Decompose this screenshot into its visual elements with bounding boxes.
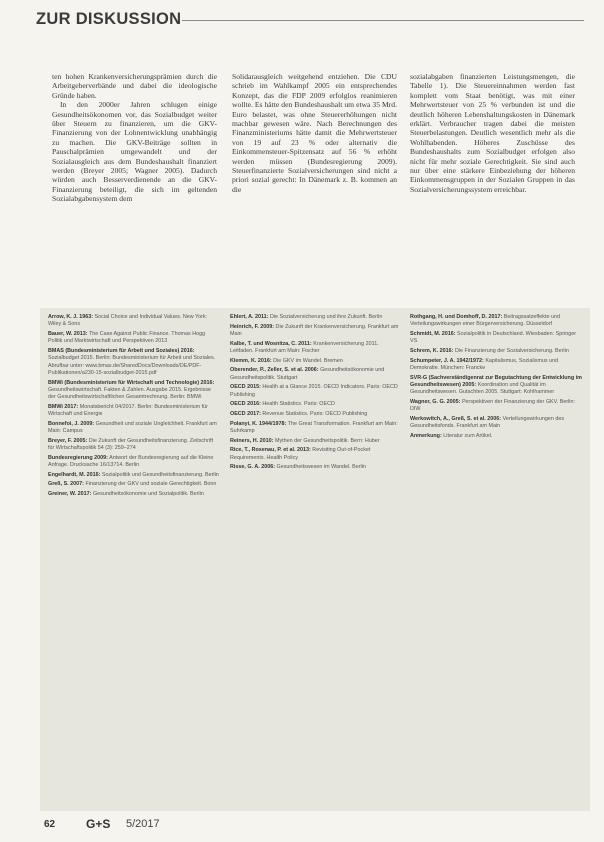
body-column-1	[52, 72, 217, 204]
reference-author: Anmerkung:	[410, 432, 442, 439]
reference-text: Die Zukunft der Krankenversicherung. Frankfurt am Main	[230, 323, 399, 337]
body-column-3	[410, 72, 575, 194]
reference-author: BMAS (Bundesministerium für Arbeit und Soziales) 2016:	[48, 347, 195, 354]
reference-entry	[230, 341, 402, 356]
reference-author: Greiner, W. 2017:	[48, 491, 92, 498]
reference-text: Sozialpolitik und Gesundheitsfinanzierung. Berlin	[101, 471, 219, 478]
journal-name: G+S	[86, 817, 111, 831]
reference-author: Kalbe, T. und Wosnitza, C. 2011:	[230, 340, 312, 347]
reference-text: Gesundheitswesen im Wandel. Berlin	[276, 464, 366, 471]
reference-text: Beitragssatzeffekte und Verteilungswirkungen einer Bürgerversicherung. Düsseldorf	[410, 314, 560, 328]
reference-entry	[48, 404, 220, 419]
reference-entry	[410, 433, 582, 440]
reference-author: Polanyi, K. 1944/1978:	[230, 420, 287, 427]
reference-entry	[48, 421, 220, 436]
reference-text: Sozialbudget 2015. Berlin: Bundesministerium für Arbeit und Soziales. Abrufbar unter: www.bmas.de/SharedDocs/Downloads/DE/PDF-Publikationen/a230-15-sozialbudget-2015.pdf	[48, 355, 216, 376]
page-footer	[44, 817, 344, 833]
reference-author: Schmidt, M. 2016:	[410, 330, 456, 337]
reference-text: The Case Against Public Finance. Thomas Hogg Politik und Marktwirtschaft und Perspektiven 2013	[48, 330, 206, 345]
reference-entry	[48, 438, 220, 453]
article-body	[52, 72, 580, 242]
reference-text: Health Statistics. Paris: OECD	[262, 401, 335, 408]
reference-author: Greß, S. 2007:	[48, 481, 84, 488]
reference-entry	[230, 367, 402, 382]
references-column-3	[410, 314, 582, 443]
reference-author: Oberender, P., Zeller, S. et al. 2006:	[230, 367, 319, 374]
reference-author: OECD 2017:	[230, 411, 261, 417]
reference-text: Revisiting Out-of-Pocket Requirements. Health Policy	[230, 447, 371, 461]
reference-author: Klemm, K. 2016:	[230, 357, 272, 364]
reference-text: The Great Transformation. Frankfurt am Main: Suhrkamp	[230, 420, 398, 434]
reference-author: Werkowitch, A., Greß, S. et al. 2006:	[410, 415, 502, 422]
reference-text: Mythen der Gesundheitspolitik. Bern: Huber	[274, 437, 380, 444]
reference-author: Rice, T., Rosenau, P. et al. 2013:	[230, 447, 311, 454]
reference-author: BMWi 2017:	[48, 403, 79, 410]
body-column-2	[232, 72, 397, 194]
reference-entry	[410, 314, 582, 329]
reference-author: Bauer, W. 2013:	[48, 330, 88, 337]
section-title: ZUR DISKUSSION	[36, 10, 182, 28]
body-paragraph: ten hohen Krankenversicherungsprämien durch die Arbeitgeberverbände und dabei die ideologische Gründe haben.	[52, 72, 217, 100]
reference-text: Gesundheitswirtschaft. Fakten & Zahlen. Ausgabe 2015. Ergebnisse der Gesundheitswirtschaftlichen Gesamtrechnung. Berlin: BMWi	[48, 386, 212, 401]
references-box	[40, 308, 590, 811]
reference-text: Verteilungswirkungen des Gesundheitsfonds. Frankfurt am Main	[410, 415, 565, 430]
body-paragraph: sozialabgaben finanzierten Leistungsmengen, die Tabelle 1). Die Steuereinnahmen werden fast komplett vom Staat benötigt, was mit einer Mehrwertsteuer von 25 % verbunden ist und die deutlich höheren Lebenshaltungskosten in Dänemark erklärt. Verbraucher tragen dabei die meisten Steuerbelastungen. Deutlich wesentlich mehr als die Wohlhabenden. Höheres Zuschüsse des Bundeshaushalts zum Sozialbudget erfolgen also nicht für mehr soziale Gerechtigkeit. Sie sind auch nur über eine stärkere Einbeziehung der höheren Einkommensgruppen in der Sozialen Gruppen in das Sozialversicherungssystem erreichbar.	[410, 72, 575, 194]
reference-entry	[230, 411, 402, 418]
reference-author: BMWi (Bundesministerium für Wirtschaft und Technologie) 2016:	[48, 379, 215, 386]
header-rule	[182, 20, 584, 21]
reference-entry	[230, 438, 402, 445]
reference-entry	[48, 491, 220, 498]
references-column-1	[48, 314, 220, 501]
reference-author: OECD 2016:	[230, 401, 261, 408]
reference-entry	[48, 314, 220, 329]
reference-author: Rothgang, H. und Domhoff, D. 2017:	[410, 314, 503, 320]
reference-author: Reiners, H. 2010:	[230, 437, 274, 444]
reference-entry	[230, 447, 402, 462]
reference-entry	[410, 331, 582, 346]
page-number: 62	[44, 819, 56, 830]
reference-entry	[230, 421, 402, 436]
reference-author: Bonnefoi, J. 2009:	[48, 420, 95, 427]
reference-entry	[230, 464, 402, 471]
reference-author: Schrem, K. 2016:	[410, 347, 454, 354]
reference-text: Gesundheitsökonomie und Gesundheitspolitik. Stuttgart	[230, 367, 385, 381]
reference-text: Health at a Glance 2015. OECD Indicators. Paris: OECD Publishing	[230, 384, 398, 398]
reference-text: Revenue Statistics. Paris: OECD Publishing	[262, 411, 368, 417]
body-paragraph: Solidarausgleich weitgehend entziehen. Die CDU schrieb im Wahlkampf 2005 ein entsprechendes Konzept, das die FDP 2009 erfolglos reanimieren wollte. Es hätte den Bundeshaushalt um etwa 35 Mrd. Euro belastet, was ohne Steuererhöhungen nicht machbar gewesen wäre. Nach Berechnungen des Finanzministeriums hätte damit die Mehrwertsteuer von 19 auf 23 % oder alternativ die Einkommensteuer-Spitzensatz auf 56 % erhöht werden müssen (Bundesregierung 2009). Steuerfinanzierte Sozialversicherungen sind nicht a priori sozial gerecht: In Dänemark z. B. kommen an die	[232, 72, 397, 194]
reference-text: Koordination und Qualität im Gesundheitswesen. Gutachten 2005. Stuttgart: Kohlhammer	[410, 381, 555, 396]
reference-entry	[48, 331, 220, 346]
reference-entry	[230, 358, 402, 365]
reference-text: Sozialpolitik in Deutschland. Wiesbaden: Springer VS	[410, 330, 577, 345]
reference-entry	[230, 324, 402, 339]
reference-text: Gesundheitsökonomie und Sozialpolitik. Berlin	[92, 491, 204, 498]
reference-text: Die Sozialversicherung und ihre Zukunft. Berlin	[269, 314, 383, 320]
reference-entry	[48, 380, 220, 402]
reference-entry	[48, 472, 220, 479]
reference-entry	[230, 401, 402, 408]
reference-author: SVR-G (Sachverständigenrat zur Begutachtung der Entwicklung im Gesundheitswesen) 2005:	[410, 374, 582, 388]
reference-text: Die Finanzierung der Sozialversicherung. Berlin	[454, 347, 569, 354]
reference-author: OECD 2015:	[230, 384, 261, 391]
reference-text: Perspektiven der Finanzierung der GKV. Berlin: DIW	[410, 398, 576, 413]
reference-author: Bundesregierung 2009:	[48, 454, 108, 461]
reference-author: Breyer, F. 2005:	[48, 437, 88, 444]
body-paragraph: In den 2000er Jahren schlugen einige Gesundheitsökonomen vor, das Sozialbudget weiter über Steuern zu finanzieren, um die GKV-Finanzierung von der Lohnentwicklung unabhängig zu machen. Die GKV-Beiträge sollten in Pauschalprämien umgewandelt und der Sozialausgleich aus dem Bundeshaushalt finanziert werden (Breyer 2005; Wagner 2005). Dadurch würden auch Besserverdienende an die GKV-Finanzierung beteiligt, die sich im geltenden Sozialabgabensystem dem	[52, 100, 217, 204]
reference-entry	[410, 399, 582, 414]
reference-author: Ehlert, A. 2011:	[230, 314, 269, 320]
reference-author: Risse, G. A. 2006:	[230, 464, 276, 471]
issue-number: 5/2017	[126, 818, 160, 830]
reference-text: Antwort der Bundesregierung auf die Kleine Anfrage. Drucksache 16/13714. Berlin	[48, 454, 214, 469]
reference-entry	[410, 358, 582, 373]
reference-author: Wagner, G. G. 2005:	[410, 398, 461, 405]
reference-entry	[410, 416, 582, 431]
reference-entry	[48, 455, 220, 470]
reference-text: Krankenversicherung 2011. Leitfaden. Frankfurt am Main: Fischer	[230, 340, 379, 354]
reference-entry	[410, 348, 582, 355]
reference-entry	[48, 348, 220, 377]
reference-author: Heinrich, F. 2009:	[230, 323, 275, 330]
reference-author: Engelhardt, M. 2016:	[48, 471, 101, 478]
references-column-2	[230, 314, 402, 474]
reference-text: Literatur zum Artikel.	[443, 432, 493, 439]
reference-entry	[230, 384, 402, 399]
reference-author: Arrow, K. J. 1963:	[48, 314, 94, 320]
reference-text: Monatsbericht 04/2017. Berlin: Bundesministerium für Wirtschaft und Energie	[48, 403, 208, 418]
reference-text: Kapitalismus, Sozialismus und Demokratie. München: Francke	[410, 357, 559, 371]
reference-text: Finanzierung der GKV und soziale Gerechtigkeit. Bonn	[85, 481, 217, 488]
reference-entry	[410, 375, 582, 397]
reference-text: Social Choice and Individual Values. New York: Wiley & Sons	[48, 314, 208, 328]
reference-text: Die GKV im Wandel. Bremen	[273, 357, 343, 364]
reference-entry	[48, 481, 220, 488]
reference-text: Gesundheit und soziale Ungleichheit. Frankfurt am Main: Campus	[48, 420, 217, 435]
section-header	[36, 8, 584, 30]
reference-entry	[230, 314, 402, 321]
reference-text: Die Zukunft der Gesundheitsfinanzierung. Zeitschrift für Wirtschaftspolitik 54 (3): 259–274	[48, 437, 214, 452]
reference-author: Schumpeter, J. A. 1942/1972:	[410, 357, 484, 364]
